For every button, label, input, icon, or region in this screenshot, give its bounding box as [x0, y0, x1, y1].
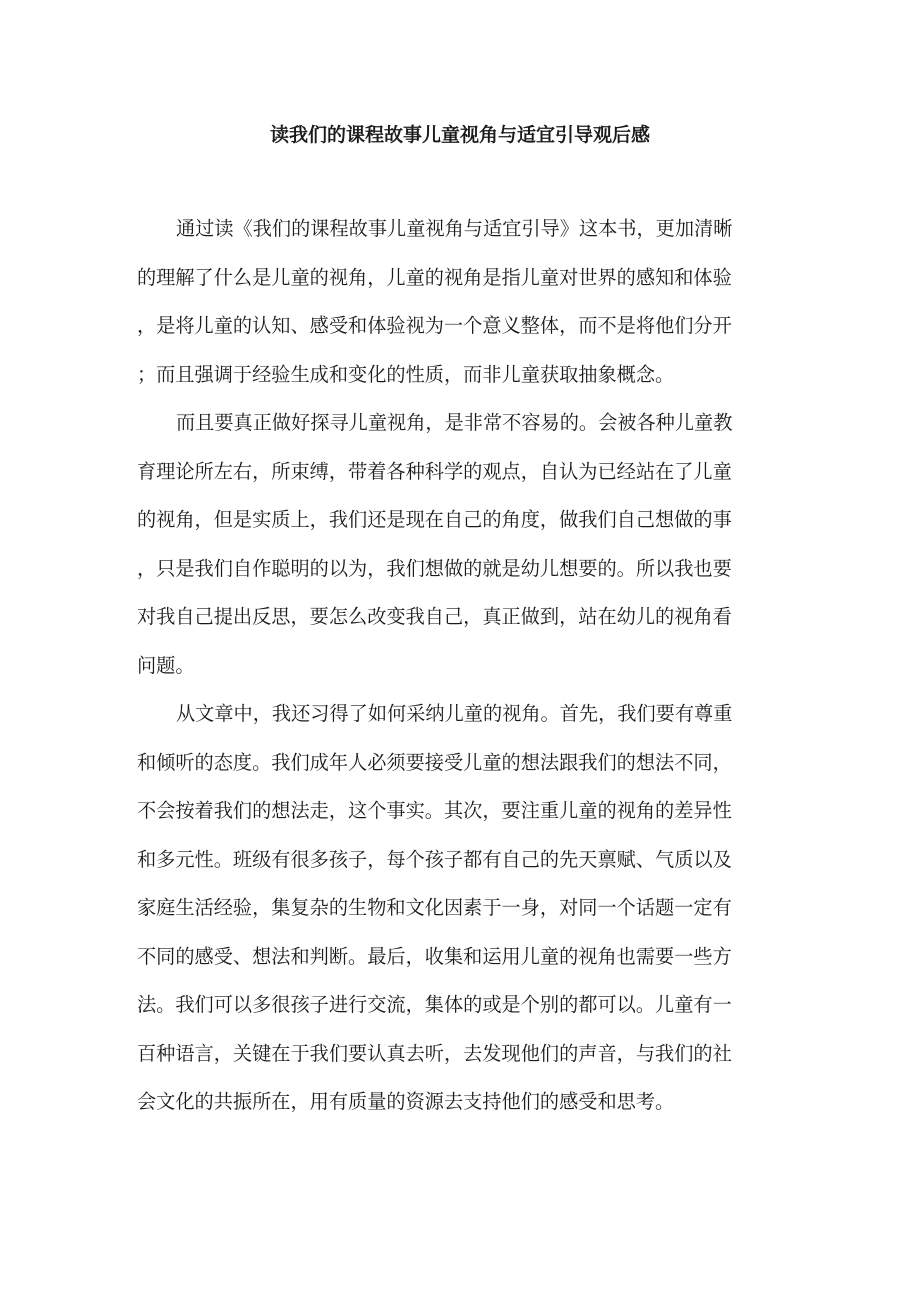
paragraph-line: 从文章中，我还习得了如何采纳儿童的视角。首先，我们要有尊重 [176, 702, 733, 725]
document-body [137, 205, 777, 1127]
document-title: 读我们的课程故事儿童视角与适宜引导观后感 [269, 124, 650, 146]
paragraph-line: 对我自己提出反思，要怎么改变我自己，真正做到，站在幼儿的视角看 [137, 605, 732, 628]
paragraph-line: 育理论所左右，所束缚，带着各种科学的观点，自认为已经站在了儿童 [137, 459, 732, 483]
paragraph-line: 的理解了什么是儿童的视角，儿童的视角是指儿童对世界的感知和体验 [137, 265, 732, 289]
paragraph-line: ，是将儿童的认知、感受和体验视为一个意义整体，而不是将他们分开 [137, 314, 732, 337]
paragraph-line: 和多元性。班级有很多孩子，每个孩子都有自己的先天禀赋、气质以及 [137, 847, 732, 871]
paragraph-line: ，只是我们自作聪明的以为，我们想做的就是幼儿想要的。所以我也要 [137, 556, 732, 580]
paragraph-line: ；而且强调于经验生成和变化的性质，而非儿童获取抽象概念。 [137, 362, 675, 386]
paragraph-line: 的视角，但是实质上，我们还是现在自己的角度，做我们自己想做的事 [137, 508, 732, 531]
paragraph-line: 会文化的共振所在，用有质量的资源去支持他们的感受和思考。 [137, 1090, 675, 1113]
paragraph-3 [137, 690, 777, 1127]
paragraph-line: 法。我们可以多很孩子进行交流，集体的或是个别的都可以。儿童有一 [137, 993, 732, 1016]
paragraph-2 [137, 399, 777, 690]
paragraph-line: 通过读《我们的课程故事儿童视角与适宜引导》这本书，更加清晰 [176, 217, 733, 240]
paragraph-line: 不会按着我们的想法走，这个事实。其次，要注重儿童的视角的差异性 [137, 799, 732, 822]
paragraph-line: 问题。 [137, 653, 195, 677]
paragraph-line: 和倾听的态度。我们成年人必须要接受儿童的想法跟我们的想法不同， [137, 750, 732, 774]
paragraph-line: 家庭生活经验，集复杂的生物和文化因素于一身，对同一个话题一定有 [137, 896, 732, 919]
paragraph-line: 百种语言，关键在于我们要认真去听，去发现他们的声音，与我们的社 [137, 1041, 732, 1065]
paragraph-line: 而且要真正做好探寻儿童视角，是非常不容易的。会被各种儿童教 [176, 411, 733, 434]
paragraph-line: 不同的感受、想法和判断。最后，收集和运用儿童的视角也需要一些方 [137, 944, 732, 968]
paragraph-1 [137, 205, 777, 399]
